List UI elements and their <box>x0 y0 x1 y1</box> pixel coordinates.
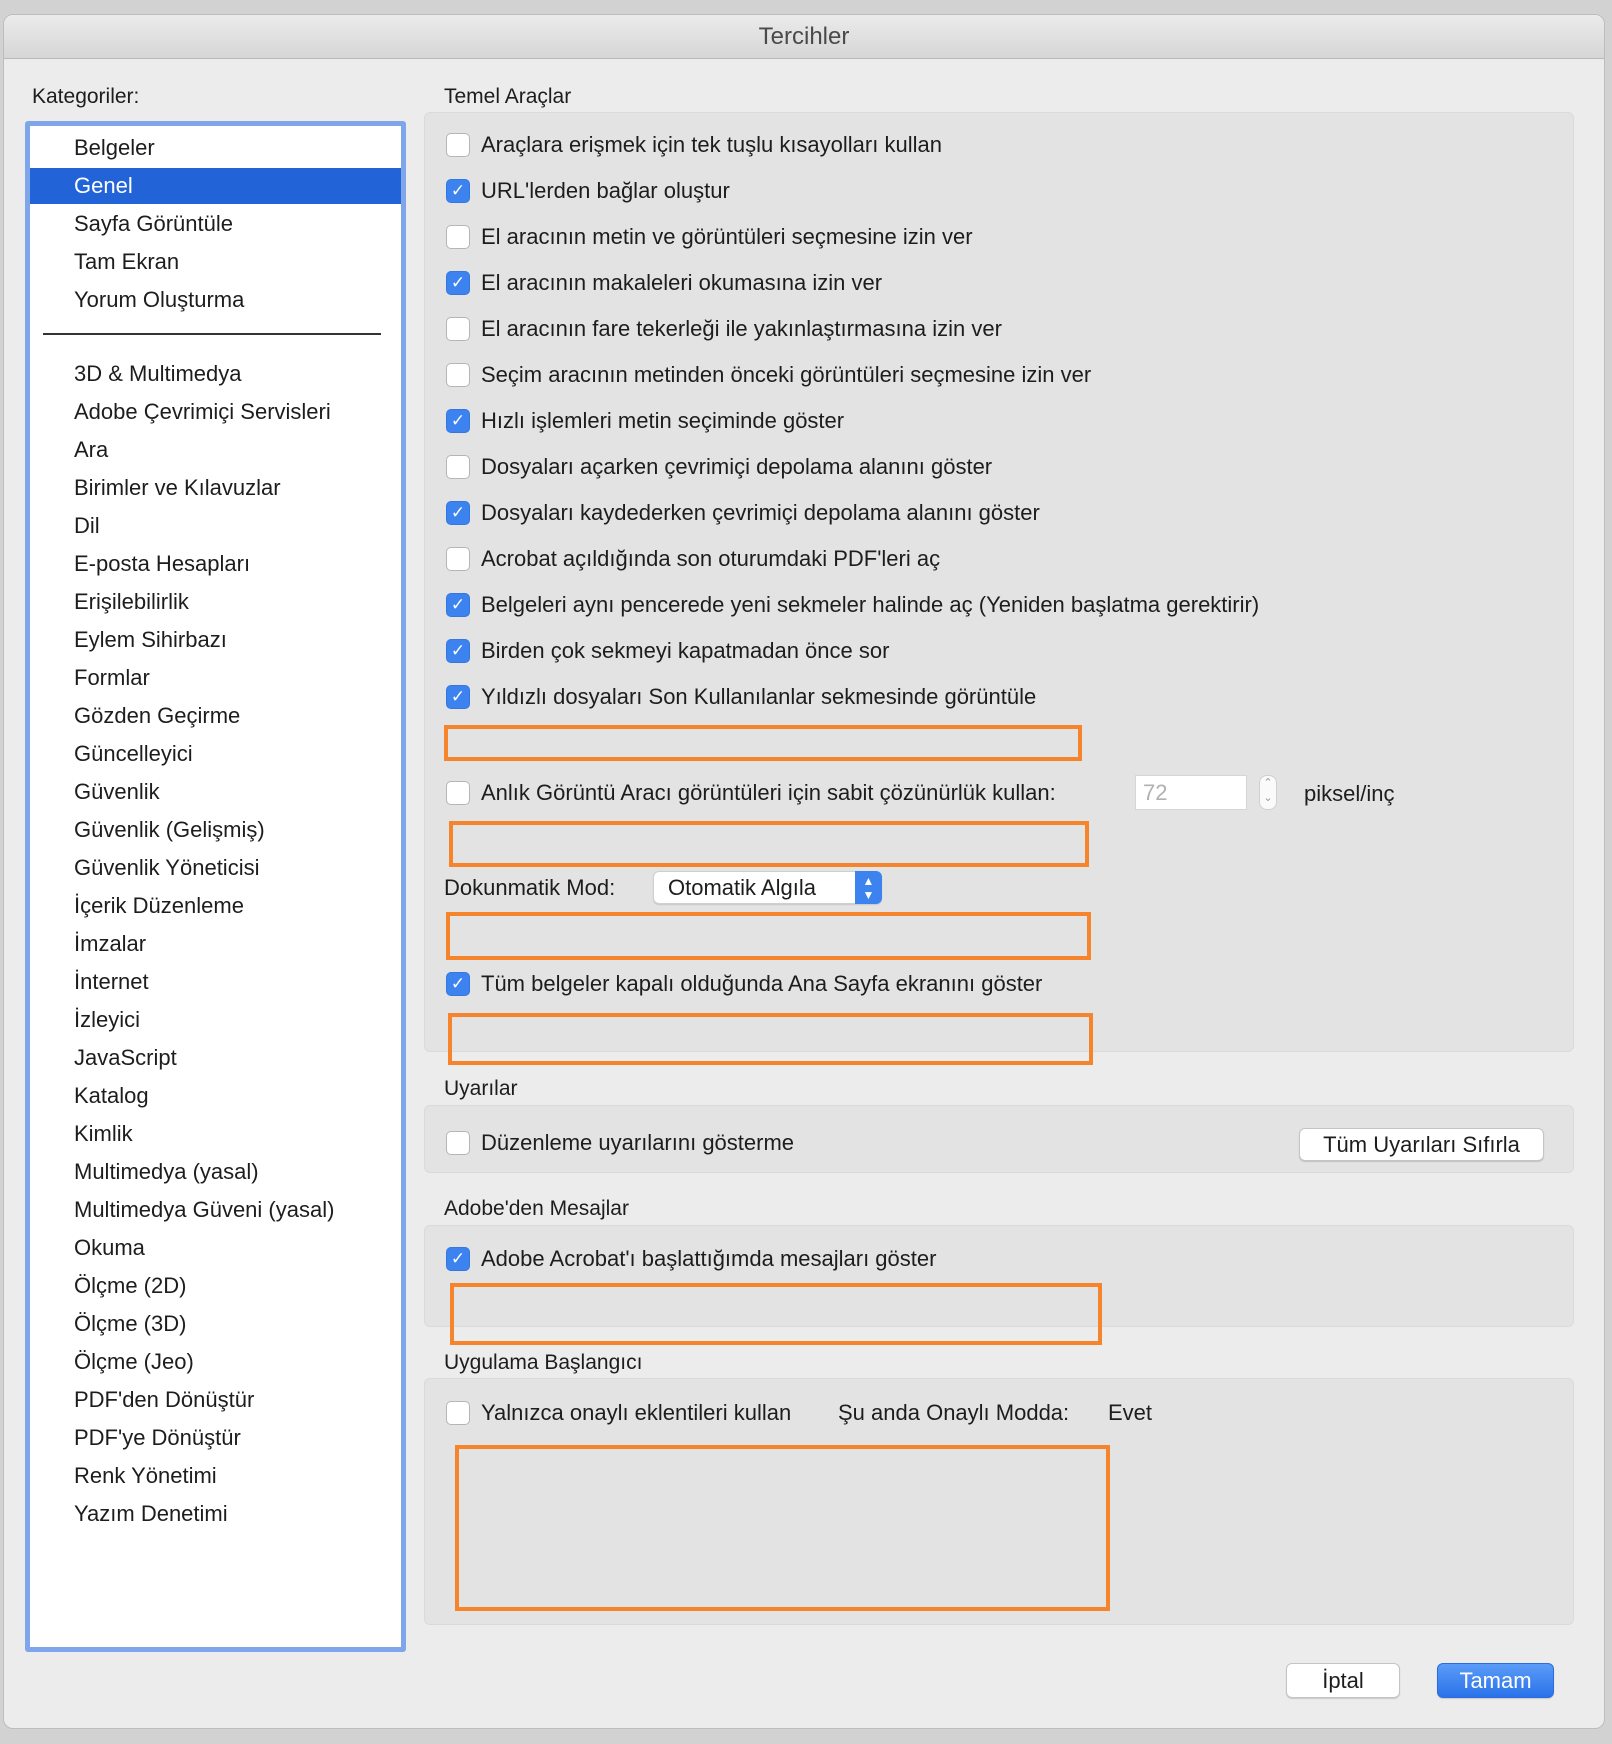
option-label: Araçlara erişmek için tek tuşlu kısayolları kullan <box>481 132 942 157</box>
category-item[interactable]: 3D & Multimedya <box>74 361 242 386</box>
certified-plugins-option[interactable] <box>446 1400 791 1426</box>
category-item[interactable]: Adobe Çevrimiçi Servisleri <box>74 399 331 424</box>
option-label: Hızlı işlemleri metin seçiminde göster <box>481 408 845 433</box>
separator <box>43 333 381 335</box>
checkbox[interactable] <box>446 317 470 341</box>
checkbox-checked[interactable]: ✓ <box>446 972 470 996</box>
category-item[interactable]: İçerik Düzenleme <box>74 893 244 918</box>
touch-mode-label: Dokunmatik Mod: <box>444 875 616 900</box>
highlight-box <box>449 821 1089 867</box>
categories-list[interactable] <box>25 121 406 1652</box>
category-item[interactable]: Okuma <box>74 1235 145 1260</box>
option-row[interactable] <box>446 270 882 296</box>
category-item[interactable]: Ölçme (2D) <box>74 1273 187 1298</box>
checkbox[interactable] <box>446 781 470 805</box>
category-item[interactable]: Ölçme (3D) <box>74 1311 187 1336</box>
checkbox[interactable] <box>446 133 470 157</box>
checkbox[interactable] <box>446 547 470 571</box>
basic-tools-group <box>424 112 1574 1052</box>
certified-mode-value: Evet <box>1108 1400 1153 1425</box>
option-label: El aracının makaleleri okumasına izin ver <box>481 270 883 295</box>
category-item[interactable]: Güvenlik Yöneticisi <box>74 855 260 880</box>
checkbox[interactable] <box>446 1401 470 1425</box>
option-row[interactable] <box>446 638 889 664</box>
category-item[interactable]: Dil <box>74 513 100 538</box>
category-item[interactable]: Kimlik <box>74 1121 133 1146</box>
option-label: El aracının metin ve görüntüleri seçmesine izin ver <box>481 224 973 249</box>
reset-warnings-button[interactable]: Tüm Uyarıları Sıfırla <box>1299 1128 1544 1161</box>
option-row[interactable] <box>446 454 992 480</box>
ok-button[interactable]: Tamam <box>1437 1663 1554 1698</box>
category-item[interactable]: Güncelleyici <box>74 741 193 766</box>
show-messages-option[interactable] <box>446 1246 936 1272</box>
checkbox[interactable] <box>446 363 470 387</box>
option-row[interactable] <box>446 178 730 204</box>
highlight-box <box>444 725 1082 761</box>
checkbox-checked[interactable]: ✓ <box>446 639 470 663</box>
option-label: Dosyaları açarken çevrimiçi depolama alanını göster <box>481 454 993 479</box>
highlight-box <box>446 912 1091 960</box>
highlight-box <box>450 1283 1102 1345</box>
edit-warnings-label: Düzenleme uyarılarını gösterme <box>481 1130 795 1155</box>
category-item[interactable]: Katalog <box>74 1083 149 1108</box>
highlight-box <box>455 1445 1110 1611</box>
category-item[interactable]: E-posta Hesapları <box>74 551 251 576</box>
option-row[interactable] <box>446 592 1259 618</box>
cancel-button[interactable]: İptal <box>1286 1663 1400 1698</box>
checkbox-checked[interactable]: ✓ <box>446 409 470 433</box>
category-item[interactable]: PDF'ye Dönüştür <box>74 1425 241 1450</box>
checkbox[interactable] <box>446 455 470 479</box>
checkbox-checked[interactable]: ✓ <box>446 593 470 617</box>
option-label: Yıldızlı dosyaları Son Kullanılanlar sekmesinde görüntüle <box>481 684 1037 709</box>
window-title: Tercihler <box>4 15 1604 59</box>
option-label: Birden çok sekmeyi kapatmadan önce sor <box>481 638 890 663</box>
category-item[interactable]: Renk Yönetimi <box>74 1463 217 1488</box>
checkbox-checked[interactable]: ✓ <box>446 271 470 295</box>
category-item[interactable]: Sayfa Görüntüle <box>74 211 233 236</box>
category-item[interactable]: Eylem Sihirbazı <box>74 627 227 652</box>
show-messages-label: Adobe Acrobat'ı başlattığımda mesajları göster <box>481 1246 937 1271</box>
category-item[interactable]: İnternet <box>74 969 149 994</box>
category-item[interactable]: Erişilebilirlik <box>74 589 189 614</box>
category-item[interactable]: Multimedya (yasal) <box>74 1159 259 1184</box>
option-label: Acrobat açıldığında son oturumdaki PDF'leri aç <box>481 546 941 571</box>
checkbox[interactable] <box>446 225 470 249</box>
touch-mode-value: Otomatik Algıla <box>668 875 816 900</box>
checkbox-checked[interactable]: ✓ <box>446 1247 470 1271</box>
option-label: Belgeleri aynı pencerede yeni sekmeler halinde aç (Yeniden başlatma gerektirir) <box>481 592 1260 617</box>
category-item[interactable]: Ölçme (Jeo) <box>74 1349 194 1374</box>
category-item[interactable]: Tam Ekran <box>74 249 180 274</box>
option-label: Dosyaları kaydederken çevrimiçi depolama alanını göster <box>481 500 1040 525</box>
certified-mode-label: Şu anda Onaylı Modda: <box>838 1400 1070 1425</box>
checkbox-checked[interactable]: ✓ <box>446 501 470 525</box>
option-row[interactable] <box>446 316 1002 342</box>
checkbox-checked[interactable]: ✓ <box>446 685 470 709</box>
snapshot-label: Anlık Görüntü Aracı görüntüleri için sabit çözünürlük kullan: <box>481 780 1056 805</box>
option-row[interactable] <box>446 408 844 434</box>
category-item[interactable]: Multimedya Güveni (yasal) <box>74 1197 335 1222</box>
checkbox[interactable] <box>446 1131 470 1155</box>
category-item[interactable]: Belgeler <box>74 135 155 160</box>
highlight-box <box>448 1013 1093 1065</box>
resolution-unit: piksel/inç <box>1304 781 1395 806</box>
option-row[interactable] <box>446 132 942 158</box>
option-row[interactable] <box>446 362 1091 388</box>
option-label: Seçim aracının metinden önceki görüntüleri seçmesine izin ver <box>481 362 1092 387</box>
option-row[interactable] <box>446 546 940 572</box>
messages-title: Adobe'den Mesajlar <box>444 1197 629 1220</box>
chevron-updown-icon: ▲ ▼ <box>855 871 882 904</box>
home-screen-option[interactable] <box>446 971 1042 997</box>
option-label: URL'lerden bağlar oluştur <box>481 178 730 203</box>
category-item[interactable]: Gözden Geçirme <box>74 703 241 728</box>
touch-mode-select[interactable] <box>653 871 882 904</box>
category-item[interactable]: Yorum Oluşturma <box>74 287 245 312</box>
category-item[interactable]: Güvenlik (Gelişmiş) <box>74 817 265 842</box>
basic-tools-title: Temel Araçlar <box>444 85 572 108</box>
resolution-stepper[interactable]: ⌃ ⌄ <box>1259 775 1277 810</box>
option-label: El aracının fare tekerleği ile yakınlaştırmasına izin ver <box>481 316 1002 341</box>
categories-label: Kategoriler: <box>32 85 140 108</box>
launcher-title: Uygulama Başlangıcı <box>444 1351 643 1374</box>
category-item[interactable]: JavaScript <box>74 1045 177 1070</box>
category-item[interactable]: PDF'den Dönüştür <box>74 1387 255 1412</box>
category-item[interactable]: Güvenlik <box>74 779 160 804</box>
preferences-window <box>3 14 1605 1729</box>
category-item[interactable]: İzleyici <box>74 1007 141 1032</box>
checkbox-checked[interactable]: ✓ <box>446 179 470 203</box>
category-item[interactable]: Genel <box>30 168 401 204</box>
home-screen-label: Tüm belgeler kapalı olduğunda Ana Sayfa ekranını göster <box>481 971 1043 996</box>
category-item[interactable]: Yazım Denetimi <box>74 1501 228 1526</box>
option-row[interactable] <box>446 500 1040 526</box>
warnings-title: Uyarılar <box>444 1077 518 1100</box>
certified-plugins-label: Yalnızca onaylı eklentileri kullan <box>481 1400 792 1425</box>
category-item[interactable]: İmzalar <box>74 931 147 956</box>
category-item[interactable]: Ara <box>74 437 109 462</box>
category-item[interactable]: Birimler ve Kılavuzlar <box>74 475 281 500</box>
category-item[interactable]: Formlar <box>74 665 150 690</box>
edit-warnings-option[interactable] <box>446 1130 794 1156</box>
option-row[interactable] <box>446 224 973 250</box>
snapshot-option[interactable] <box>446 780 1056 806</box>
resolution-input[interactable]: 72 <box>1135 775 1247 810</box>
option-row[interactable] <box>446 684 1036 710</box>
